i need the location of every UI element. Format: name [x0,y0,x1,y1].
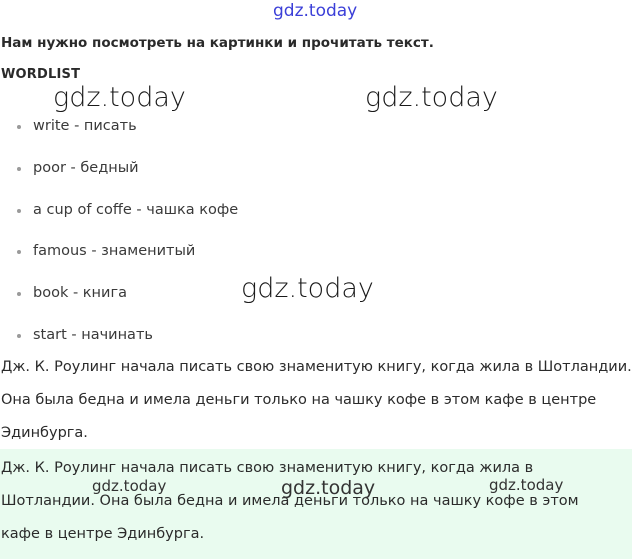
watermark-answer-center: gdz.today [281,477,376,499]
intro-text: Нам нужно посмотреть на картинки и прочитать текст. [1,35,434,51]
word-entry: a cup of coffe - чашка кофе [33,202,239,218]
bullet-icon [17,334,21,338]
bullet-icon [17,292,21,296]
bullet-icon [17,250,21,254]
watermark-right: gdz.today [365,82,498,113]
watermark-center: gdz.today [241,273,374,304]
word-entry: famous - знаменитый [33,243,196,259]
bullet-icon [17,209,21,213]
watermark-answer-left: gdz.today [92,477,167,495]
wordlist-heading: WORDLIST [1,67,81,82]
word-entry: write - писать [33,118,137,134]
bullet-icon [17,167,21,171]
bullet-icon [17,125,21,129]
answer-paragraph: Дж. К. Роулинг начала писать свою знаменитую книгу, когда жила в Шотландии. Она была бедна и имела деньги только на чашку кофе в этом кафе в центре Эдинбурга. [1,460,579,542]
word-entry: start - начинать [33,327,153,343]
story-paragraph: Дж. К. Роулинг начала писать свою знаменитую книгу, когда жила в Шотландии. Она была бедна и имела деньги только на чашку кофе в этом кафе в центре Эдинбурга. [1,359,632,441]
watermark-left: gdz.today [53,82,186,113]
word-entry: poor - бедный [33,160,139,176]
watermark-answer-right: gdz.today [489,476,564,494]
word-entry: book - книга [33,285,127,301]
watermark-top: gdz.today [273,1,358,21]
